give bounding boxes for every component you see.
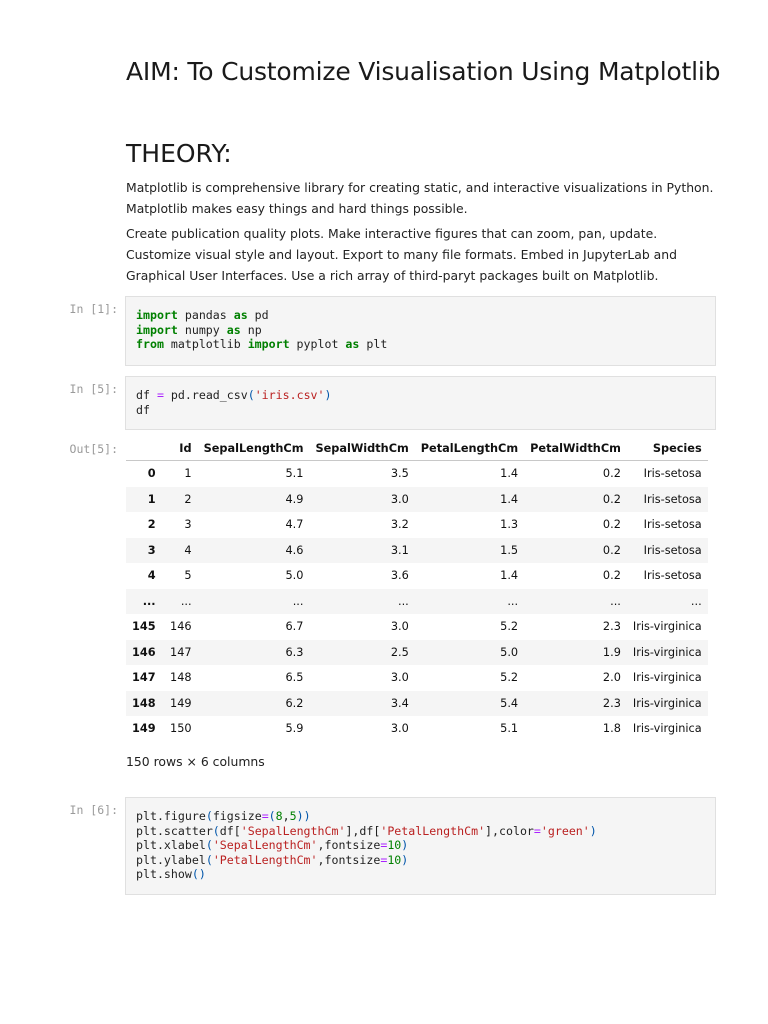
table-cell: 148 [170, 671, 192, 685]
table-cell: 2.3 [602, 620, 621, 634]
table-cell: 3.4 [390, 696, 409, 710]
table-cell: 4.7 [285, 518, 304, 532]
table-cell: 1.4 [500, 569, 519, 583]
table-cell: ... [507, 594, 519, 608]
table-cell: 5.1 [500, 722, 519, 736]
row-index: 148 [132, 696, 156, 710]
row-index: 147 [132, 671, 156, 685]
dataframe-table [126, 436, 708, 742]
column-header: PetalLengthCm [415, 436, 524, 461]
table-cell: 1.3 [500, 518, 519, 532]
table-cell: Iris-virginica [632, 696, 702, 710]
table-cell: ... [292, 594, 304, 608]
table-cell: 0.2 [602, 518, 621, 532]
table-cell: Iris-virginica [632, 620, 702, 634]
table-cell: 6.7 [285, 620, 304, 634]
table-cell: 5.1 [285, 467, 304, 481]
theory-paragraph-2: Create publication quality plots. Make interactive figures that can zoom, pan, update. Customize visual style and layout. Export to many file formats. Embed in JupyterLab and Graphical User Interfaces. Use a rich array of third-paryt packages built on Matplotlib. [126, 226, 677, 283]
theory-heading: THEORY: [126, 139, 232, 168]
table-row [126, 461, 708, 487]
table-cell: Iris-virginica [632, 645, 702, 659]
row-index: 0 [147, 467, 156, 481]
table-row [126, 538, 708, 564]
table-cell: 2.0 [602, 671, 621, 685]
table-cell: 4.9 [285, 492, 304, 506]
table-cell: 5.0 [500, 645, 519, 659]
row-index: 146 [132, 645, 156, 659]
table-cell: 3.5 [390, 467, 409, 481]
table-row [126, 665, 708, 691]
table-cell: 3.0 [390, 492, 409, 506]
table-row [126, 614, 708, 640]
table-cell: 3.6 [390, 569, 409, 583]
table-cell: 3 [184, 518, 192, 532]
column-header: Species [627, 436, 708, 461]
column-header: SepalWidthCm [309, 436, 414, 461]
table-cell: Iris-setosa [643, 467, 702, 481]
code-cell-scatter-plot[interactable] [125, 797, 716, 895]
table-cell: 147 [170, 645, 192, 659]
table-cell: 3.0 [390, 620, 409, 634]
input-prompt: In [1]: [69, 302, 118, 316]
table-cell: 150 [170, 722, 192, 736]
dataframe-shape-note: 150 rows × 6 columns [126, 754, 265, 769]
table-cell: 2.5 [390, 645, 409, 659]
table-row [126, 563, 708, 589]
code-text[interactable]: plt.figure(figsize=(8,5)) plt.scatter(df['SepalLengthCm'],df['PetalLengthCm'],color='green') plt.xlabel('SepalLengthCm',fontsize=10) plt.ylabel('PetalLengthCm',fontsize=10) plt.show() [136, 809, 597, 882]
table-cell: 1.5 [500, 543, 519, 557]
table-cell: Iris-setosa [643, 543, 702, 557]
table-cell: ... [398, 594, 409, 608]
row-index: ... [142, 594, 156, 608]
table-cell: Iris-setosa [643, 518, 702, 532]
table-cell: 3.0 [390, 671, 409, 685]
table-row [126, 691, 708, 717]
table-cell: 5.4 [500, 696, 519, 710]
column-header: Id [162, 436, 198, 461]
row-index: 149 [132, 722, 156, 736]
table-cell: 5 [184, 569, 192, 583]
table-cell: 1.9 [602, 645, 621, 659]
table-row [126, 512, 708, 538]
table-cell: Iris-setosa [643, 569, 702, 583]
table-cell: 6.5 [285, 671, 304, 685]
row-index: 3 [147, 543, 156, 557]
table-cell: 3.0 [390, 722, 409, 736]
table-cell: 1.4 [500, 492, 519, 506]
table-cell: 149 [170, 696, 192, 710]
input-prompt: In [6]: [69, 803, 118, 817]
table-cell: 3.1 [390, 543, 409, 557]
code-cell-imports[interactable] [125, 296, 716, 366]
table-cell: ... [690, 594, 702, 608]
table-cell: 5.2 [500, 671, 519, 685]
code-cell-read-csv[interactable] [125, 376, 716, 430]
table-cell: 0.2 [602, 569, 621, 583]
table-cell: 5.9 [285, 722, 304, 736]
table-cell: Iris-setosa [643, 492, 702, 506]
page-title: AIM: To Customize Visualisation Using Matplotlib [126, 57, 721, 86]
table-cell: Iris-virginica [632, 671, 702, 685]
output-prompt: Out[5]: [69, 442, 118, 456]
table-cell: 6.2 [285, 696, 304, 710]
input-prompt: In [5]: [69, 382, 118, 396]
theory-paragraph-1: Matplotlib is comprehensive library for creating static, and interactive visualizations in Python. Matplotlib makes easy things and hard things possible. [126, 180, 714, 216]
table-cell: 4 [184, 543, 192, 557]
table-cell: 3.2 [390, 518, 409, 532]
code-text[interactable]: df = pd.read_csv('iris.csv') df [136, 388, 332, 417]
table-cell: 1.8 [602, 722, 621, 736]
table-cell: 0.2 [602, 492, 621, 506]
row-index: 4 [147, 569, 156, 583]
table-cell: 0.2 [602, 467, 621, 481]
table-header-row [126, 436, 708, 461]
row-index: 2 [147, 518, 156, 532]
row-index: 1 [147, 492, 156, 506]
table-cell: ... [610, 594, 621, 608]
table-cell: 5.0 [285, 569, 304, 583]
column-header: SepalLengthCm [198, 436, 310, 461]
table-cell: 6.3 [285, 645, 304, 659]
code-text[interactable]: import pandas as pd import numpy as np from matplotlib import pyplot as plt [136, 308, 388, 352]
table-cell: 4.6 [285, 543, 304, 557]
table-row [126, 487, 708, 513]
table-cell: ... [180, 594, 192, 608]
table-row [126, 589, 708, 615]
table-cell: 1 [184, 467, 192, 481]
table-row [126, 640, 708, 666]
row-index: 145 [132, 620, 156, 634]
table-cell: 1.4 [500, 467, 519, 481]
column-header [126, 436, 162, 461]
table-cell: Iris-virginica [632, 722, 702, 736]
table-cell: 146 [170, 620, 192, 634]
table-cell: 2 [184, 492, 192, 506]
table-cell: 5.2 [500, 620, 519, 634]
column-header: PetalWidthCm [524, 436, 627, 461]
table-row [126, 716, 708, 742]
table-cell: 0.2 [602, 543, 621, 557]
table-cell: 2.3 [602, 696, 621, 710]
